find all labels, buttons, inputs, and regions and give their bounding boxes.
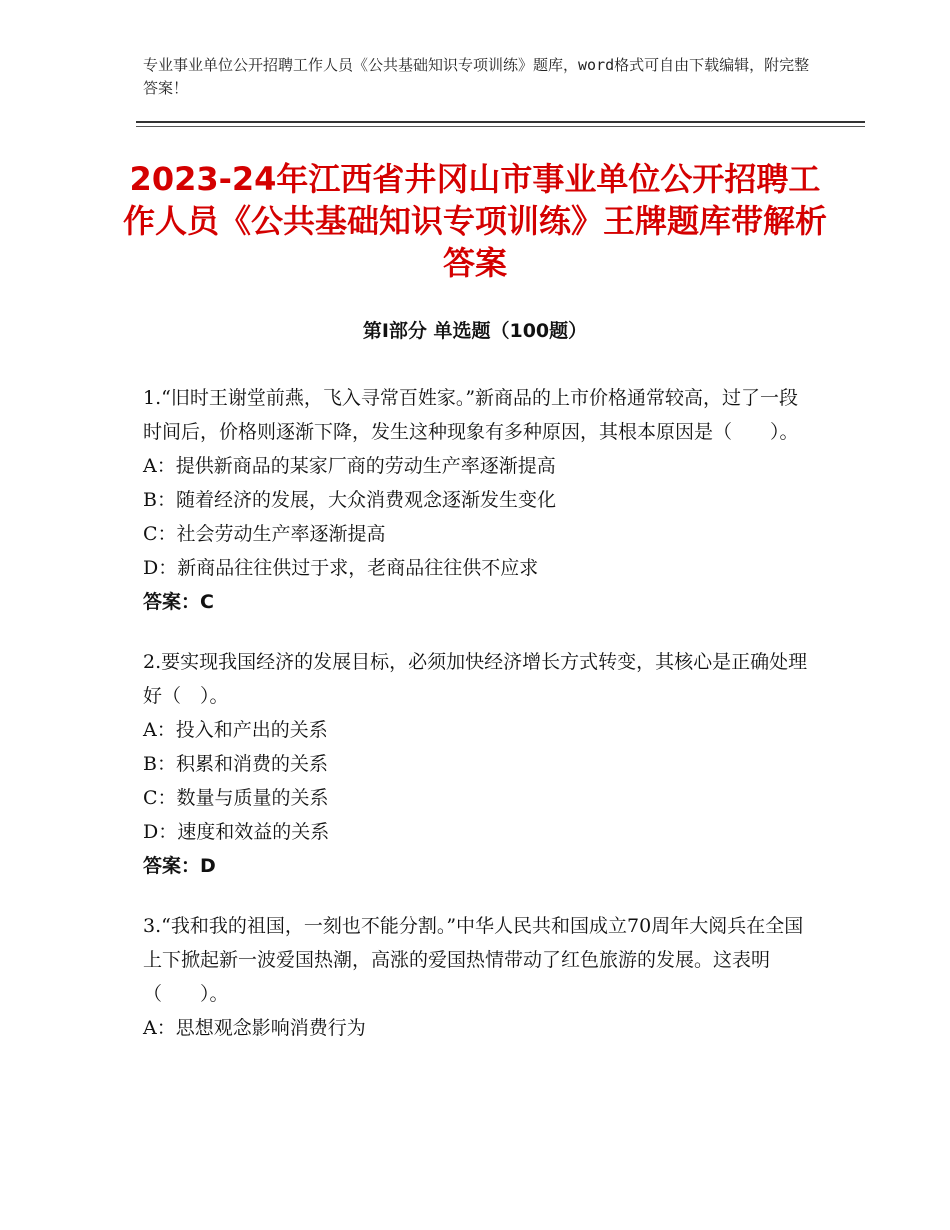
section-title: 第Ⅰ部分 单选题（100题）	[362, 320, 588, 342]
option-d: D：速度和效益的关系	[143, 821, 330, 843]
header-rule-thin	[136, 126, 865, 127]
page-header: 专业事业单位公开招聘工作人员《公共基础知识专项训练》题库，word格式可自由下载编辑，附完整答案！	[143, 56, 810, 97]
option-c: C：社会劳动生产率逐渐提高	[143, 523, 386, 545]
question-stem: 1.“旧时王谢堂前燕，飞入寻常百姓家。”新商品的上市价格通常较高，过了一段时间后，价格则逐渐下降，发生这种现象有多种原因，其根本原因是（ ）。	[143, 387, 799, 443]
option-d: D：新商品往往供过于求，老商品往往供不应求	[143, 557, 539, 579]
question-stem: 3.“我和我的祖国，一刻也不能分割。”中华人民共和国成立70周年大阅兵在全国上下掀起新一波爱国热潮，高涨的爱国热情带动了红色旅游的发展。这表明（ ）。	[143, 915, 804, 1005]
question-stem: 2.要实现我国经济的发展目标，必须加快经济增长方式转变，其核心是正确处理好（ ）。	[143, 651, 808, 707]
option-b: B：随着经济的发展，大众消费观念逐渐发生变化	[143, 489, 556, 511]
answer-line: 答案：D	[143, 855, 216, 877]
option-a: A：思想观念影响消费行为	[143, 1017, 366, 1039]
question-1	[143, 381, 813, 619]
question-2	[143, 645, 813, 883]
question-3	[143, 909, 813, 1045]
option-c: C：数量与质量的关系	[143, 787, 329, 809]
question-list	[143, 381, 813, 1071]
document-title: 2023-24年江西省井冈山市事业单位公开招聘工作人员《公共基础知识专项训练》王牌题库带解析答案	[122, 160, 827, 282]
header-rule-thick	[136, 121, 865, 123]
option-a: A：投入和产出的关系	[143, 719, 328, 741]
option-a: A：提供新商品的某家厂商的劳动生产率逐渐提高	[143, 455, 556, 477]
answer-line: 答案：C	[143, 591, 214, 613]
option-b: B：积累和消费的关系	[143, 753, 328, 775]
